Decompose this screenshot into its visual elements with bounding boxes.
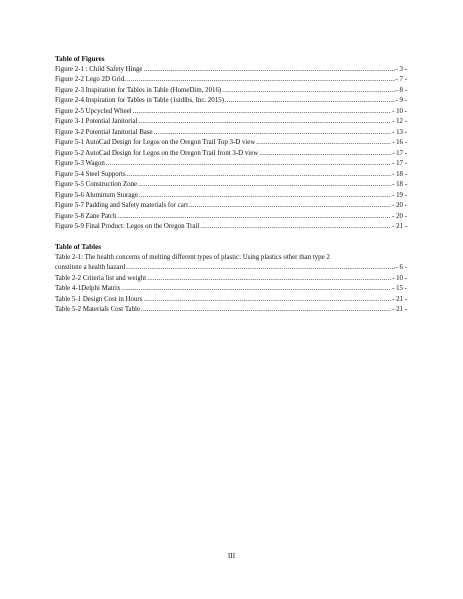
- toc-entry-table-wrapped[interactable]: [55, 253, 407, 274]
- toc-entry-figure[interactable]: [55, 149, 407, 160]
- toc-entry-title: Table 5-1 Design Cost in Hours: [55, 295, 143, 303]
- toc-entry-figure[interactable]: [55, 86, 407, 97]
- toc-entry-page: - 21 -: [392, 306, 407, 313]
- toc-entry-page: - 21 -: [392, 223, 407, 230]
- toc-entry-title-line1: Table 2-1: The health concerns of melting different types of plastic: Using plastics other than type 2: [55, 253, 330, 261]
- toc-entry-page: - 9 -: [395, 97, 407, 104]
- toc-entry-figure[interactable]: [55, 191, 407, 202]
- dot-leader: [138, 180, 391, 191]
- toc-entry-figure[interactable]: [55, 128, 407, 139]
- toc-entry-title: Table 2-2 Criteria list and weight: [55, 274, 147, 282]
- toc-entry-figure[interactable]: [55, 222, 407, 233]
- dot-leader: [143, 295, 391, 306]
- toc-entry-title: Figure 2-5 Upcycled Wheel: [55, 107, 132, 115]
- toc-entry-figure[interactable]: [55, 201, 407, 212]
- toc-entry-table[interactable]: [55, 284, 407, 295]
- toc-entry-page: - 8 -: [395, 86, 407, 94]
- toc-entry-title: Figure 2-3 Inspiration for Tables in Table (HomeDim, 2016): [55, 86, 222, 94]
- toc-entry-title: Table 5-2 Materials Cost Table: [55, 306, 141, 313]
- toc-entry-title-line2: constitute a health hazard: [55, 264, 126, 271]
- toc-entry-title: Table 4-1Delphi Matrix: [55, 285, 121, 292]
- dot-leader: [127, 170, 391, 181]
- dot-leader: [256, 138, 391, 149]
- toc-entry-figure[interactable]: [55, 65, 407, 76]
- toc-entry-title: Figure 5-1 AutoCad Design for Legos on the Oregon Trail Top 3-D view: [55, 139, 256, 146]
- table-of-tables: [55, 242, 407, 316]
- toc-entry-figure[interactable]: [55, 212, 407, 223]
- toc-entry-page: - 16 -: [392, 139, 407, 146]
- dot-leader: [139, 191, 391, 202]
- toc-entry-title: Figure 5-3 Wagon: [55, 160, 105, 167]
- toc-entry-table[interactable]: [55, 305, 407, 316]
- toc-entry-page: - 18 -: [392, 181, 407, 188]
- toc-entry-title: Figure 3-2 Potential Janitorial Base: [55, 128, 153, 136]
- toc-entry-page: - 21 -: [392, 295, 407, 303]
- toc-entry-title: Figure 2-2 Lego 2D Grid.: [55, 76, 126, 83]
- toc-entry-page: - 20 -: [392, 212, 407, 220]
- dot-leader: [259, 149, 391, 160]
- page-number: III: [227, 552, 236, 560]
- dot-leader: [154, 128, 391, 139]
- dot-leader: [121, 284, 391, 295]
- dot-leader: [138, 117, 391, 128]
- toc-entry-page: - 17 -: [392, 149, 407, 157]
- toc-entry-page: - 6 -: [395, 264, 407, 271]
- toc-entry-page: - 3 -: [395, 65, 407, 73]
- toc-entry-figure[interactable]: [55, 96, 407, 107]
- toc-entry-title: Figure 5-2 AutoCad Design for Legos on the Oregon Trail front 3-D view: [55, 149, 259, 157]
- toc-entry-title: Figure 2-1 : Child Safety Hinge: [55, 65, 143, 73]
- toc-entry-table[interactable]: [55, 274, 407, 285]
- toc-entry-page: - 12 -: [392, 118, 407, 125]
- dot-leader: [127, 75, 395, 86]
- dot-leader: [143, 65, 394, 76]
- toc-entry-figure[interactable]: [55, 75, 407, 86]
- toc-entry-title-line2-row: [55, 263, 407, 274]
- dot-leader: [126, 263, 394, 274]
- toc-entry-title: Figure 5-6 Aluminum Storage: [55, 191, 138, 199]
- dot-leader: [225, 96, 395, 107]
- toc-entry-page: - 20 -: [392, 202, 407, 209]
- toc-entry-figure[interactable]: [55, 159, 407, 170]
- toc-entry-page: - 10 -: [392, 107, 407, 115]
- toc-entry-title: Figure 5-7 Padding and Safety materials for cart: [55, 202, 188, 209]
- toc-entry-page: - 15 -: [392, 285, 407, 292]
- toc-entry-figure[interactable]: [55, 180, 407, 191]
- toc-entry-table[interactable]: [55, 295, 407, 306]
- toc-entry-figure[interactable]: [55, 117, 407, 128]
- dot-leader: [222, 86, 394, 97]
- toc-entry-title: Figure 5-4 Steel Supports: [55, 170, 126, 178]
- toc-entry-page: - 18 -: [392, 170, 407, 178]
- dot-leader: [133, 107, 391, 118]
- dot-leader: [141, 305, 391, 316]
- toc-entry-figure[interactable]: [55, 138, 407, 149]
- figures-list: [55, 65, 407, 233]
- dot-leader: [106, 159, 391, 170]
- dot-leader: [117, 212, 391, 223]
- toc-entry-title: Figure 2-4 Inspiration for Tables in Table (1stdibs, Inc. 2015): [55, 97, 224, 104]
- toc-entry-title: Figure 5-8 Zane Patch: [55, 212, 117, 220]
- table-of-figures-heading: Table of Figures: [55, 55, 105, 63]
- toc-entry-page: - 13 -: [392, 128, 407, 136]
- toc-entry-page: - 19 -: [392, 191, 407, 199]
- dot-leader: [189, 201, 391, 212]
- toc-entry-title: Figure 5-9 Final Product: Legos on the Oregon Trail: [55, 223, 200, 230]
- dot-leader: [147, 274, 391, 285]
- toc-entry-title: Figure 5-5 Construction Zone: [55, 181, 138, 188]
- toc-entry-page: - 10 -: [392, 274, 407, 282]
- toc-entry-page: - 17 -: [392, 160, 407, 167]
- table-of-tables-heading: Table of Tables: [55, 243, 102, 251]
- tables-list: [55, 274, 407, 316]
- table-of-figures: [55, 54, 407, 233]
- toc-entry-title: Figure 3-1 Potential Janitorial: [55, 118, 138, 125]
- toc-entry-figure[interactable]: [55, 170, 407, 181]
- toc-entry-figure[interactable]: [55, 107, 407, 118]
- dot-leader: [200, 222, 391, 233]
- toc-entry-page: - 7 -: [395, 76, 407, 83]
